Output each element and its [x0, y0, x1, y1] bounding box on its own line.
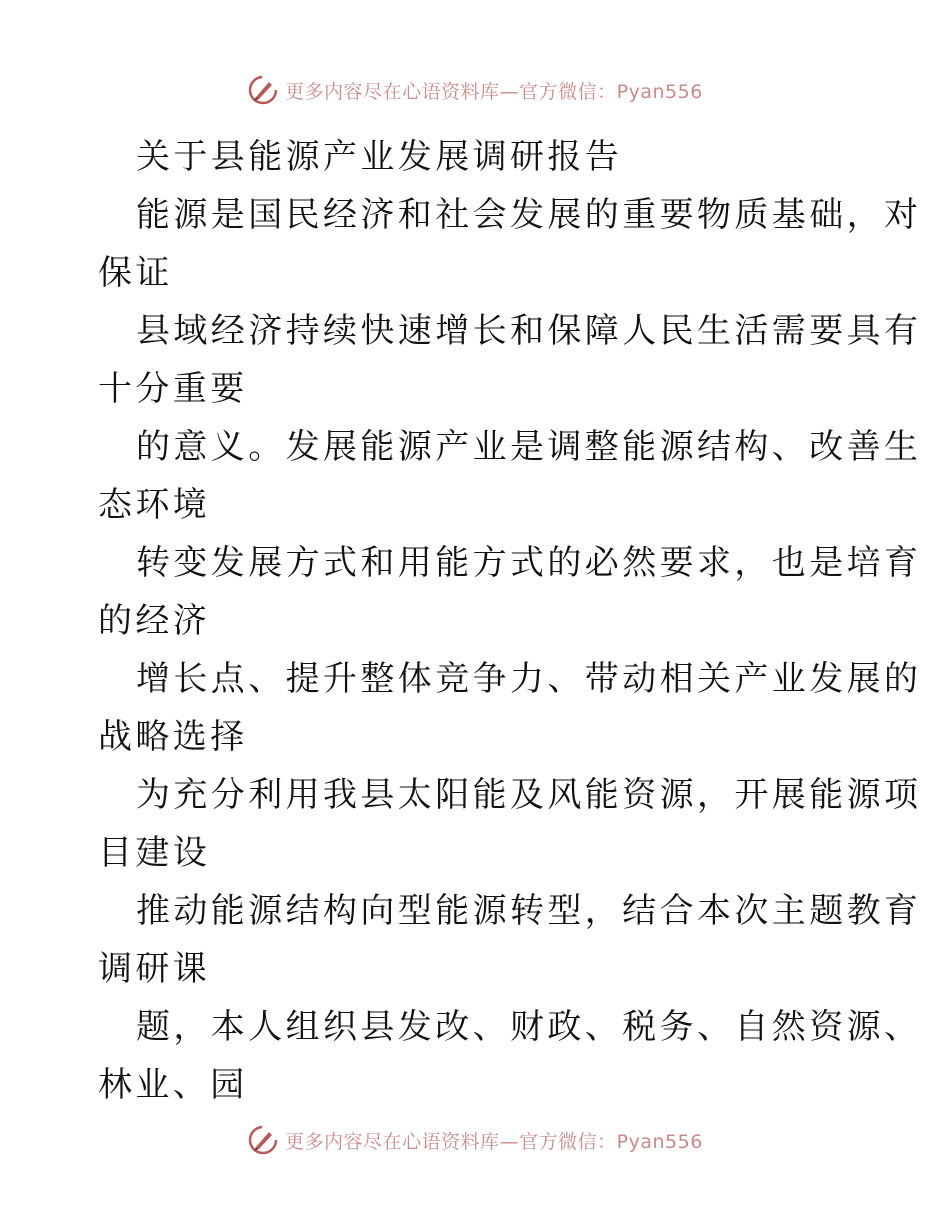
paragraph-line: 推动能源结构向型能源转型，结合本次主题教育 — [136, 891, 922, 931]
quill-pen-logo-icon — [247, 1124, 279, 1156]
paragraph-line: 转变发展方式和用能方式的必然要求，也是培育 — [136, 543, 922, 583]
paragraph-line: 的经济 — [98, 601, 211, 641]
paragraph-line: 能源是国民经济和社会发展的重要物质基础，对 — [136, 195, 922, 235]
paragraph-line: 县域经济持续快速增长和保障人民生活需要具有 — [136, 311, 922, 351]
paragraph-line: 保证 — [98, 253, 173, 293]
watermark-text: 更多内容尽在心语资料库—官方微信：Pyan556 — [285, 80, 703, 103]
document-body — [98, 128, 922, 1114]
paragraph-line: 增长点、提升整体竞争力、带动相关产业发展的 — [136, 659, 922, 699]
paragraph-line: 十分重要 — [98, 369, 248, 409]
paragraph-line: 题，本人组织县发改、财政、税务、自然资源、 — [136, 1007, 922, 1047]
header-watermark — [0, 70, 950, 110]
paragraph-line: 林业、园 — [98, 1065, 248, 1105]
quill-pen-logo-icon — [247, 74, 279, 106]
paragraph-line: 的意义。发展能源产业是调整能源结构、改善生 — [136, 427, 922, 467]
paragraph-line: 为充分利用我县太阳能及风能资源，开展能源项 — [136, 775, 922, 815]
paragraph-line: 战略选择 — [98, 717, 248, 757]
paragraph-line: 目建设 — [98, 833, 211, 873]
paragraph-line: 调研课 — [98, 949, 211, 989]
watermark-text: 更多内容尽在心语资料库—官方微信：Pyan556 — [285, 1130, 703, 1153]
paragraph-line: 态环境 — [98, 485, 211, 525]
footer-watermark — [0, 1120, 950, 1160]
document-title: 关于县能源产业发展调研报告 — [136, 137, 623, 177]
